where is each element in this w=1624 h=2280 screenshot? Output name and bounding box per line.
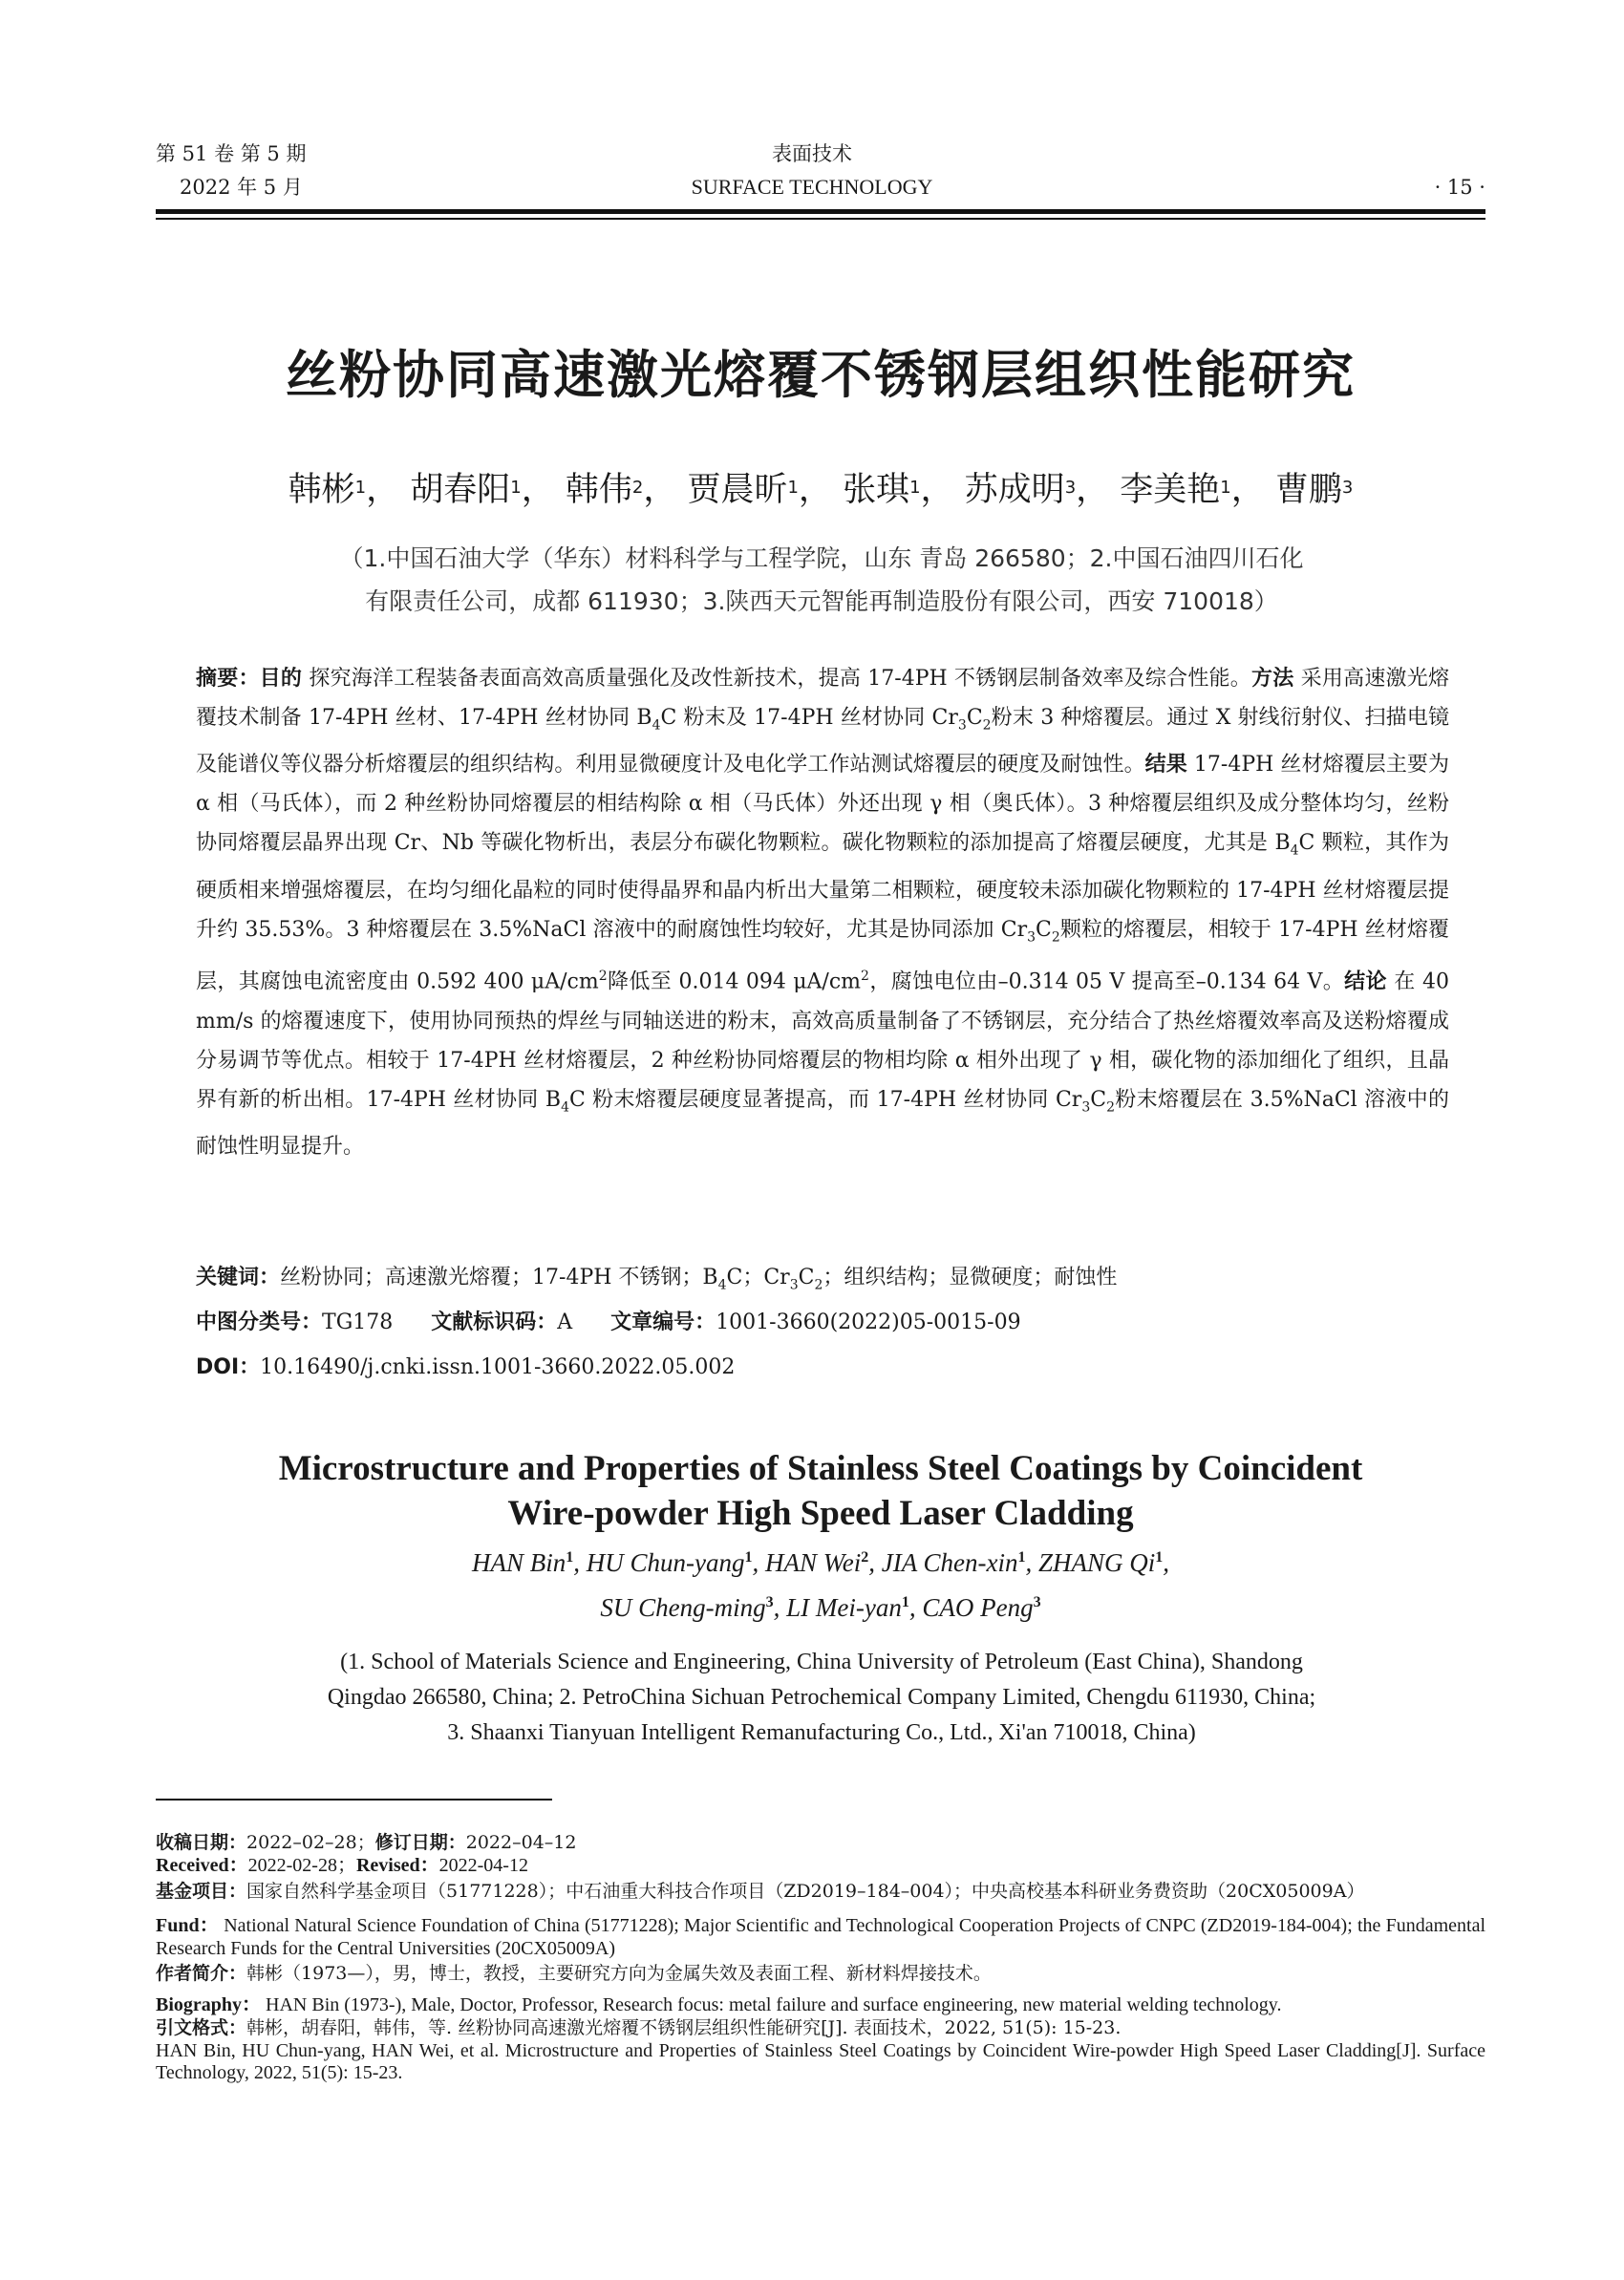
author-aff-cn: 1 [909,478,921,498]
abstract-method: C 粉末及 17-4PH 丝材协同 Cr [660,706,958,730]
author-cn: 曹鹏 [1274,471,1342,509]
title-en-line: Microstructure and Properties of Stainless Steel Coatings by Coincident [278,1449,1363,1488]
author-line-en: SU Cheng-ming$^3$, LI Mei-yan$^1$, CAO Peng$^3$ [600,1593,1041,1622]
keywords [196,1259,1449,1304]
bio-en-label: Biography： [156,1994,262,2016]
header-journal-en: SURFACE TECHNOLOGY [691,175,933,199]
page-title-en [156,1446,1485,1536]
bio-cn-label: 作者简介： [156,1962,247,1984]
received-cn-value: 2022–02–28； [246,1832,375,1853]
revised-cn-label: 修订日期： [374,1832,466,1853]
received-en-value: 2022-02-28； [247,1854,356,1876]
author-list-en [156,1538,1485,1628]
author-aff-cn: 2 [631,478,644,498]
header-page-number: · 15 · [1434,176,1485,199]
subscript: 4 [717,1277,727,1293]
doi-label: DOI： [196,1355,261,1379]
author-cn: 韩伟 [565,471,632,509]
bio-cn-value: 韩彬（1973—），男，博士，教授，主要研究方向为金属失效及表面工程、新材料焊接技术。 [246,1962,992,1984]
revised-cn-value: 2022–04–12 [465,1832,577,1853]
purpose-label: 目的 [259,667,303,691]
abstract-method: 采用高速激光熔覆技术制备 17-4PH 丝材、17-4PH 丝材协同 B [196,667,1449,730]
abstract-purpose: 探究海洋工程装备表面高效高质量强化及改性新技术，提高 17-4PH 不锈钢层制备效率及综合性能。 [309,667,1251,691]
author-en: HU Chun-yang [586,1548,745,1577]
cite-cn-label: 引文格式： [156,2016,247,2038]
author-line-en: HAN Bin$^1$, HU Chun-yang$^1$, HAN Wei$^2$, JIA Chen-xin$^1$, ZHANG Qi$^1$, [472,1548,1169,1577]
keywords-text: ；组织结构；显微硬度；耐蚀性 [823,1266,1118,1289]
author-list-cn: 韩彬$^1$， 胡春阳$^1$， 韩伟$^2$， 贾晨昕$^1$， 张琪$^1$， 苏成明$^3$， 李美艳$^1$， 曹鹏$^3$ [288,471,1354,509]
classification-line [196,1304,1449,1342]
author-aff-en: 1 [901,1594,909,1610]
author-cn: 张琪 [843,471,910,509]
header-journal-cn: 表面技术 [772,142,852,165]
abstract-results: 颗粒的熔覆层，相较于 17-4PH 丝材熔覆层，其腐蚀电流密度由 0.592 400 μA/cm [196,917,1450,994]
author-cn: 贾晨昕 [687,471,788,509]
revised-en-value: 2022-04-12 [438,1854,528,1876]
clc-label: 中图分类号： [196,1310,323,1334]
author-aff-en: 3 [765,1594,774,1610]
abstract-conclusion: 在 40 mm/s 的熔覆速度下，使用协同预热的焊丝与同轴送进的粉末，高效高质量制备了不锈钢层，充分结合了热丝熔覆效率高及送粉熔覆成分易调节等优点。相较于 17-4PH 丝材熔覆层，2 种丝粉协同熔覆层的物相均除 α 相外出现了 γ 相，碳化物的添加细化了组织，且晶界有新的析出相。17-4PH 丝材协同 B [196,970,1449,1112]
page-title-cn: 丝粉协同高速激光熔覆不锈钢层组织性能研究 [286,345,1356,405]
subscript: 3 [1081,1098,1091,1115]
abstract-block [196,659,1449,1166]
author-aff-cn: 1 [1220,478,1231,498]
header-rule-thin [156,218,1485,220]
affiliation-line-en: Qingdao 266580, China; 2. PetroChina Sichuan Petrochemical Company Limited, Chengdu 611930, China; [327,1685,1316,1710]
affiliations-en [220,1645,1423,1751]
affiliation-line-en: (1. School of Materials Science and Engineering, China University of Petroleum (East China), Shandong [340,1650,1303,1674]
fund-en-value: National Natural Science Foundation of China (51771228); Major Scientific and Technological Cooperation Projects of CNPC (ZD2019-184-004); the Fundamental Research Funds for the Central Universities (20CX05009A) [156,1915,1486,1959]
bio-cn [156,1963,1485,1986]
fund-cn-value: 国家自然科学基金项目（51771228）；中石油重大科技合作项目（ZD2019–184–004）；中央高校基本科研业务费资助（20CX05009A） [246,1881,1365,1903]
bio-en-value: HAN Bin (1973-), Male, Doctor, Professor, Research focus: metal failure and surface engineering, new material welding technology. [266,1994,1282,2016]
abstract-results: C 颗粒，其作为硬质相来增强熔覆层，在均匀细化晶粒的同时使得晶界和晶内析出大量第二相颗粒，硬度较未添加碳化物颗粒的 17-4PH 丝材熔覆层提升约 35.53%。3 种熔覆层在 3.5%NaCl 溶液中的耐腐蚀性均较好，尤其是协同添加 Cr [196,831,1449,942]
author-en: HAN Wei [765,1548,862,1577]
doc-code-label: 文献标识码： [431,1310,558,1334]
method-label: 方法 [1250,667,1294,691]
author-cn: 李美艳 [1120,471,1221,509]
received-en-label: Received： [156,1854,248,1876]
author-aff-en: 3 [1033,1594,1041,1610]
abstract-label: 摘要： [196,667,260,691]
fund-en [156,1915,1485,1960]
affiliation-line-en: 3. Shaanxi Tianyuan Intelligent Remanufacturing Co., Ltd., Xi'an 710018, China) [447,1720,1196,1745]
fund-en-label: Fund： [156,1915,219,1937]
cite-en: HAN Bin, HU Chun-yang, HAN Wei, et al. Microstructure and Properties of Stainless Steel Coatings by Coincident Wire-powder High Speed Laser Cladding[J]. Surface Technology, 2022, 51(5): 15-23. [156,2039,1485,2084]
footnote-rule [156,1799,552,1801]
author-aff-en: 2 [861,1549,869,1566]
abstract-method: C [966,706,983,730]
cite-cn-value: 韩彬，胡春阳，韩伟，等. 丝粉协同高速激光熔覆不锈钢层组织性能研究[J]. 表面技术，2022, 51(5): 15-23. [246,2016,1122,2038]
received-cn-label: 收稿日期： [156,1832,247,1853]
abstract-results: 17-4PH 丝材熔覆层主要为 α 相（马氏体），而 2 种丝粉协同熔覆层的相结构除 α 相（马氏体）外还出现 γ 相（奥氏体）。3 种熔覆层组织及成分整体均匀，丝粉协同熔覆层晶界出现 Cr、Nb 等碳化物析出，表层分布碳化物颗粒。碳化物颗粒的添加提高了熔覆层硬度，尤其是 B [196,753,1449,856]
cite-cn [156,2017,1485,2040]
article-number-label: 文章编号： [610,1310,716,1334]
abstract-results: 降低至 0.014 094 μA/cm [607,970,862,994]
subscript: 2 [1051,929,1060,946]
title-en-line: Wire-powder High Speed Laser Cladding [507,1494,1134,1533]
author-cn: 苏成明 [964,471,1065,509]
bio-en [156,1994,1485,2017]
author-aff-en: 1 [1155,1549,1164,1566]
author-aff-en: 1 [566,1549,574,1566]
subscript: 3 [789,1277,799,1293]
doc-code-value: A [557,1310,573,1334]
revised-en-label: Revised： [355,1854,439,1876]
keywords-text: C [798,1266,815,1289]
fund-cn-label: 基金项目： [156,1881,247,1903]
fund-cn [156,1881,1485,1904]
author-aff-cn: 3 [1064,478,1077,498]
author-aff-en: 1 [744,1549,753,1566]
author-cn: 胡春阳 [410,471,511,509]
article-number-value: 1001-3660(2022)05-0015-09 [716,1310,1021,1334]
author-en: JIA Chen-xin [881,1548,1018,1577]
header-volume: 第 51 卷 第 5 期 [156,142,307,165]
subscript: 3 [1027,929,1036,946]
subscript: 4 [652,717,661,734]
abstract-results: ，腐蚀电位由–0.314 05 V 提高至–0.134 64 V。 [868,970,1345,994]
author-aff-cn: 1 [787,478,799,498]
received-cn [156,1832,1485,1855]
author-en: ZHANG Qi [1037,1548,1156,1577]
author-cn: 韩彬 [288,471,355,509]
doi-line [196,1349,1449,1387]
abstract-method: 粉末 3 种熔覆层。通过 X 射线衍射仪、扫描电镜及能谱仪等仪器分析熔覆层的组织结构。利用显微硬度计及电化学工作站测试熔覆层的硬度及耐蚀性。 [196,706,1449,778]
results-label: 结果 [1144,753,1187,778]
subscript: 2 [814,1277,823,1293]
subscript: 2 [1106,1098,1116,1115]
header-rule-thick [156,209,1485,214]
author-en: HAN Bin [472,1548,566,1577]
abstract-results: C [1036,917,1052,942]
author-aff-cn: 1 [354,478,367,498]
received-en [156,1855,1485,1878]
superscript: 2 [598,969,608,985]
conclusion-label: 结论 [1344,970,1387,994]
abstract-conclusion: C [1090,1087,1107,1112]
subscript: 2 [982,717,992,734]
affiliation-line-cn: （1.中国石油大学（华东）材料科学与工程学院，山东 青岛 266580；2.中国石油四川石化 [339,544,1304,572]
author-aff-cn: 1 [510,478,522,498]
keywords-text: 丝粉协同；高速激光熔覆；17-4PH 不锈钢；B [280,1266,718,1289]
affiliations-cn [229,537,1414,623]
subscript: 4 [1290,842,1299,859]
header-date: 2022 年 5 月 [180,176,303,199]
abstract-conclusion: 粉末熔覆层在 3.5%NaCl 溶液中的耐蚀性明显提升。 [196,1087,1449,1159]
author-aff-cn: 3 [1341,478,1354,498]
superscript: 2 [861,969,869,985]
subscript: 4 [561,1098,569,1115]
subscript: 3 [957,717,967,734]
author-aff-en: 1 [1017,1549,1026,1566]
author-en: SU Cheng-ming [600,1593,766,1622]
clc-value: TG178 [322,1310,394,1334]
author-en: LI Mei-yan [786,1593,902,1622]
doi-link[interactable]: 10.16490/j.cnki.issn.1001-3660.2022.05.002 [260,1355,736,1379]
abstract-conclusion: C 粉末熔覆层硬度显著提高，而 17-4PH 丝材协同 Cr [569,1087,1082,1112]
author-en: CAO Peng [922,1593,1034,1622]
keywords-label: 关键词： [196,1266,281,1289]
affiliation-line-cn: 有限责任公司，成都 611930；3.陕西天元智能再制造股份有限公司，西安 710018） [365,587,1278,615]
footnotes [156,1832,1485,2085]
keywords-text: C；Cr [726,1266,790,1289]
